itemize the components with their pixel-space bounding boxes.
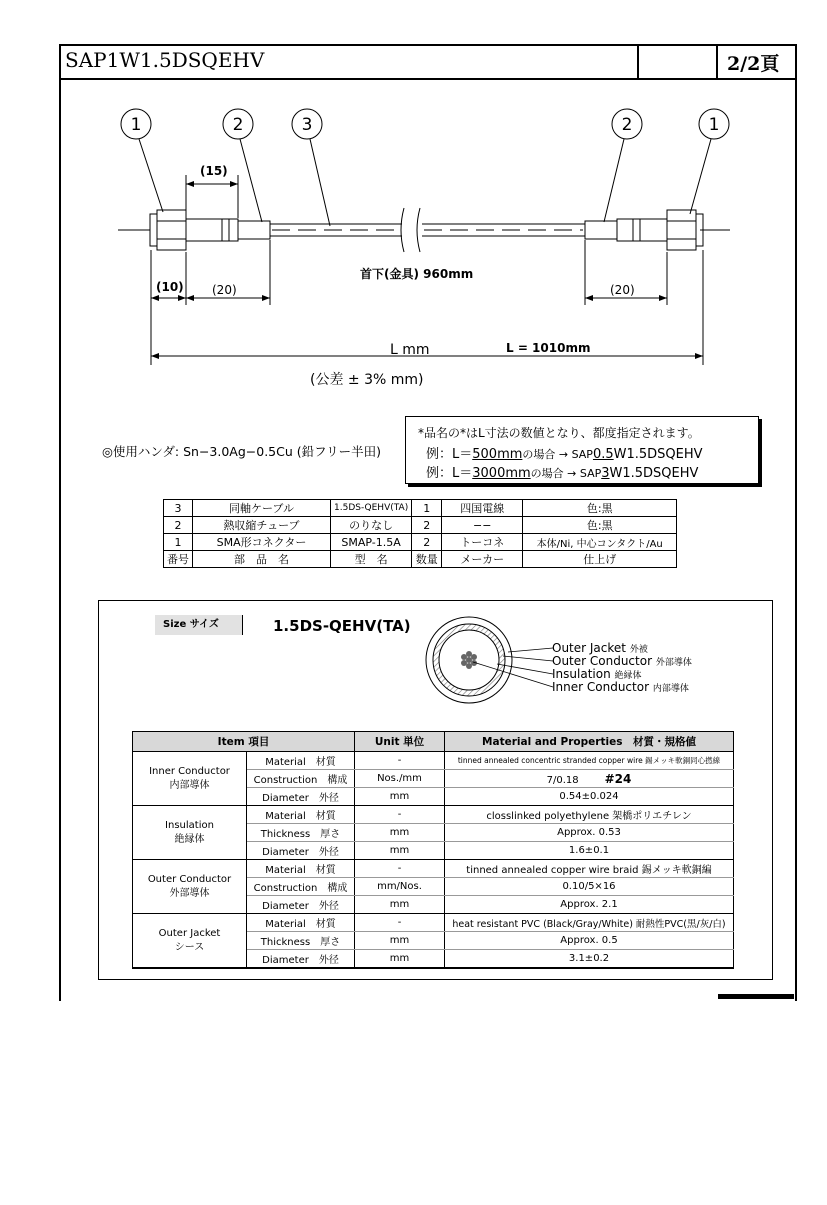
page-number: 2/2頁 <box>727 53 780 75</box>
table-cell: Material and Properties 材質・規格値 <box>445 732 734 752</box>
parts-row-1 <box>164 534 677 551</box>
table-cell: Diameter 外径 <box>247 788 355 806</box>
table-cell: Material 材質 <box>247 806 355 824</box>
spec-row <box>133 914 734 932</box>
cable-drawing <box>0 0 827 400</box>
table-cell: Material 材質 <box>247 752 355 770</box>
part-number-note <box>405 416 759 484</box>
spec-row <box>133 806 734 824</box>
table-cell: 7/0.18 #24 <box>445 770 734 788</box>
group-outer-conductor: Outer Conductor 外部導体 <box>133 860 247 914</box>
table-cell: Approx. 0.5 <box>445 932 734 950</box>
balloon-1-left-label: 1 <box>130 115 142 135</box>
table-cell: 1.5DS-QEHV(TA) <box>331 500 412 517</box>
table-cell: 0.54±0.024 <box>445 788 734 806</box>
table-cell: 1 <box>164 534 193 551</box>
spec-row <box>133 860 734 878</box>
table-cell: 熱収縮チューブ <box>193 517 331 534</box>
table-cell: 仕上げ <box>523 551 677 568</box>
table-cell: 色:黒 <box>523 517 677 534</box>
group-inner-conductor: Inner Conductor 内部導体 <box>133 752 247 806</box>
table-cell: メーカー <box>442 551 523 568</box>
table-cell: - <box>355 914 445 932</box>
drawing-title: SAP1W1.5DSQEHV <box>65 48 265 72</box>
table-cell: 四国電線 <box>442 500 523 517</box>
dim-15: (15) <box>200 164 228 178</box>
table-cell: closslinked polyethylene 架橋ポリエチレン <box>445 806 734 824</box>
table-cell: Diameter 外径 <box>247 842 355 860</box>
table-cell: 3.1±0.2 <box>445 950 734 969</box>
table-cell: 部 品 名 <box>193 551 331 568</box>
table-cell: SMAP-1.5A <box>331 534 412 551</box>
dim-20-right: (20) <box>610 283 635 297</box>
table-cell: mm/Nos. <box>355 878 445 896</box>
table-cell: 色:黒 <box>523 500 677 517</box>
balloon-1-right-label: 1 <box>708 115 720 135</box>
note-example-2: 例：L＝3000mmの場合 → SAP3W1.5DSQEHV <box>426 466 699 481</box>
table-cell: mm <box>355 932 445 950</box>
parts-table <box>163 499 677 568</box>
parts-row-2 <box>164 517 677 534</box>
table-cell: Nos./mm <box>355 770 445 788</box>
table-cell: - <box>355 806 445 824</box>
table-cell: SMA形コネクター <box>193 534 331 551</box>
table-cell: 2 <box>412 517 442 534</box>
parts-row-3 <box>164 500 677 517</box>
spec-table <box>132 731 734 969</box>
table-cell: 型 名 <box>331 551 412 568</box>
table-cell: tinned annealed concentric stranded copper wire 錫メッキ軟銅同心撚線 <box>445 752 734 770</box>
table-cell: 2 <box>412 534 442 551</box>
table-cell: Thickness 厚さ <box>247 824 355 842</box>
table-cell: 1.6±0.1 <box>445 842 734 860</box>
neck-length: 首下(金具) 960mm <box>360 267 474 281</box>
table-cell: - <box>355 860 445 878</box>
table-cell: heat resistant PVC (Black/Gray/White) 耐熱性PVC(黒/灰/白) <box>445 914 734 932</box>
table-cell: 同軸ケーブル <box>193 500 331 517</box>
balloon-3-label: 3 <box>301 115 313 135</box>
table-cell: 2 <box>164 517 193 534</box>
table-cell: Approx. 0.53 <box>445 824 734 842</box>
group-insulation: Insulation 絶縁体 <box>133 806 247 860</box>
table-cell: Thickness 厚さ <box>247 932 355 950</box>
size-tag: Size サイズ <box>155 615 243 635</box>
table-cell: Approx. 2.1 <box>445 896 734 914</box>
cable-size-name: 1.5DS-QEHV(TA) <box>273 617 411 635</box>
table-cell: mm <box>355 824 445 842</box>
table-cell: Diameter 外径 <box>247 950 355 969</box>
table-cell: 3 <box>164 500 193 517</box>
tolerance: (公差 ± 3% mm) <box>310 372 424 388</box>
awg-label: #24 <box>604 771 632 786</box>
balloon-2-right-label: 2 <box>621 115 633 135</box>
legend-insulation: Insulation 絶縁体 <box>552 667 642 681</box>
l-label: L mm <box>390 342 430 358</box>
note-example-1: 例：L＝500mmの場合 → SAP0.5W1.5DSQEHV <box>426 447 703 462</box>
table-cell: Construction 構成 <box>247 878 355 896</box>
table-cell: −− <box>442 517 523 534</box>
note-line-1: *品名の*はL寸法の数値となり、都度指定されます。 <box>418 426 700 440</box>
table-cell: のりなし <box>331 517 412 534</box>
table-cell: Diameter 外径 <box>247 896 355 914</box>
table-cell: mm <box>355 788 445 806</box>
table-cell: 数量 <box>412 551 442 568</box>
table-cell: - <box>355 752 445 770</box>
table-cell: Unit 単位 <box>355 732 445 752</box>
spec-header-row <box>133 732 734 752</box>
cable-cross-section <box>415 612 555 722</box>
table-cell: 本体/Ni, 中心コンタクト/Au <box>523 534 677 551</box>
table-cell: Material 材質 <box>247 914 355 932</box>
table-cell: Item 項目 <box>133 732 355 752</box>
parts-header-row <box>164 551 677 568</box>
legend-inner-conductor: Inner Conductor 内部導体 <box>552 680 689 694</box>
dim-20-left: (20) <box>212 283 237 297</box>
table-cell: 1 <box>412 500 442 517</box>
spec-row <box>133 752 734 770</box>
l-value: L = 1010mm <box>506 341 591 355</box>
table-cell: mm <box>355 896 445 914</box>
table-cell: 0.10/5×16 <box>445 878 734 896</box>
group-outer-jacket: Outer Jacket シース <box>133 914 247 969</box>
table-cell: mm <box>355 842 445 860</box>
bottom-rule <box>718 994 794 999</box>
balloon-2-left-label: 2 <box>232 115 244 135</box>
table-cell: Material 材質 <box>247 860 355 878</box>
table-cell: tinned annealed copper wire braid 錫メッキ軟銅編 <box>445 860 734 878</box>
table-cell: Construction 構成 <box>247 770 355 788</box>
table-cell: mm <box>355 950 445 969</box>
solder-note: ◎使用ハンダ: Sn−3.0Ag−0.5Cu (鉛フリー半田) <box>102 444 382 459</box>
legend-outer-conductor: Outer Conductor 外部導体 <box>552 654 692 668</box>
table-cell: トーコネ <box>442 534 523 551</box>
table-cell: 番号 <box>164 551 193 568</box>
dim-10: (10) <box>156 280 184 294</box>
legend-outer-jacket: Outer Jacket 外被 <box>552 641 648 655</box>
